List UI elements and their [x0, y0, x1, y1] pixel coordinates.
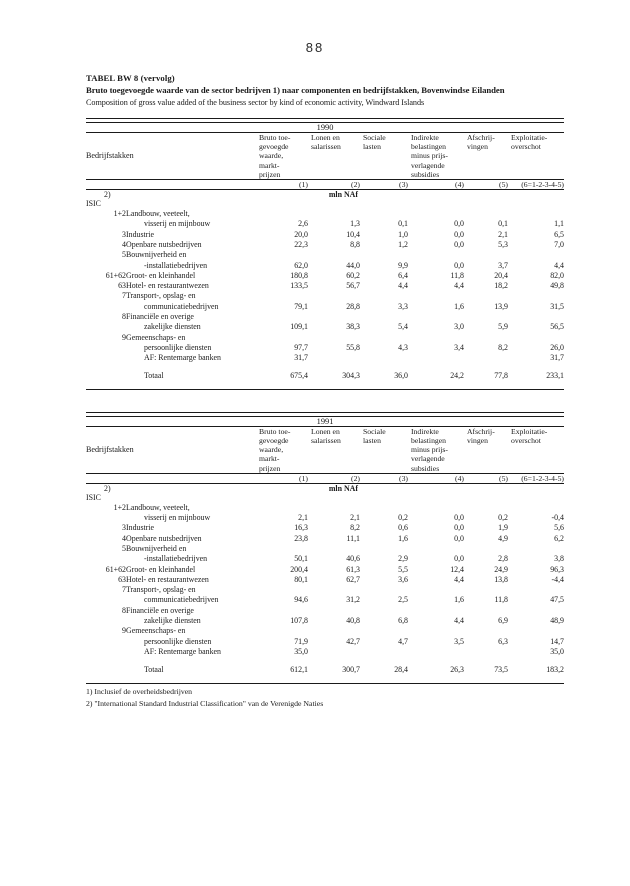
- cell-value: 7,0: [554, 239, 564, 249]
- isic-code: 9: [122, 626, 126, 636]
- cell-value: 3,6: [398, 574, 408, 584]
- table-row: [86, 575, 564, 585]
- total-label: Totaal: [144, 371, 164, 381]
- isic-code: 1+2: [113, 502, 126, 512]
- column-number-4: (4): [408, 180, 464, 190]
- cell-value: 13,8: [494, 574, 508, 584]
- industry-name-line1: Industrie: [126, 229, 155, 239]
- isic-code: 8: [122, 311, 126, 321]
- cell-value: 3,5: [454, 636, 464, 646]
- table-row: [86, 209, 564, 219]
- title-block: [86, 72, 564, 109]
- total-value: 77,8: [494, 371, 508, 381]
- cell-value: 62,0: [294, 260, 308, 270]
- cell-value: 4,4: [454, 574, 464, 584]
- column-number-3: (3): [360, 180, 408, 190]
- isic-row: [86, 493, 564, 503]
- isic-code: 4: [122, 239, 126, 249]
- footnotes-block: [86, 686, 564, 709]
- industry-name-line2: -installatiebedrijven: [144, 554, 208, 564]
- cell-value: 62,7: [346, 574, 360, 584]
- footnote-2: 2) "International Standard Industrial Classification" van de Verenigde Naties: [86, 698, 324, 708]
- total-label: Totaal: [144, 665, 164, 675]
- cell-value: 31,7: [294, 353, 308, 363]
- table-row: [86, 219, 564, 229]
- isic-code: 61+62: [105, 564, 126, 574]
- cell-value: [360, 353, 408, 363]
- column-number-6: (6=1-2-3-4-5): [508, 180, 564, 190]
- cell-value: 6,9: [498, 616, 508, 626]
- cell-value: 60,2: [346, 270, 360, 280]
- isic-code: 5: [122, 250, 126, 260]
- table-row: [86, 544, 564, 554]
- cell-value: 23,8: [294, 533, 308, 543]
- statistics-table-1991: [86, 412, 564, 684]
- cell-value: 2,9: [398, 554, 408, 564]
- column-header-indirect-taxes: Indirekte belastingen minus prijs- verlagende subsidies: [411, 426, 448, 473]
- cell-value: 4,3: [398, 342, 408, 352]
- total-value: 24,2: [450, 371, 464, 381]
- cell-value: 13,9: [494, 301, 508, 311]
- cell-value: 0,0: [454, 554, 464, 564]
- column-header-gross-value-added: Bruto toe- gevoegde waarde, markt- prijzen: [259, 426, 291, 473]
- cell-value: 1,6: [454, 595, 464, 605]
- cell-value: [464, 647, 508, 657]
- cell-value: 4,7: [398, 636, 408, 646]
- cell-value: 3,7: [498, 260, 508, 270]
- cell-value: 6,4: [398, 270, 408, 280]
- cell-value: 107,8: [290, 616, 308, 626]
- unit-label: mln NAf: [328, 190, 358, 200]
- cell-value: 26,0: [550, 342, 564, 352]
- column-header-operating-surplus: Exploitatie- overschot: [511, 133, 548, 152]
- page-number: 88: [305, 40, 325, 55]
- table-row: [86, 513, 564, 523]
- cell-value: -0,4: [551, 513, 564, 523]
- column-number-4: (4): [408, 473, 464, 483]
- cell-value: 4,4: [398, 281, 408, 291]
- industry-name-line2: -installatiebedrijven: [144, 260, 208, 270]
- total-value: 233,1: [546, 371, 564, 381]
- cell-value: 4,9: [498, 533, 508, 543]
- cell-value: 35,0: [294, 646, 308, 656]
- unit-label: mln NAf: [328, 483, 358, 493]
- cell-value: 0,1: [398, 219, 408, 229]
- unit-row: [86, 190, 564, 200]
- cell-value: -4,4: [551, 574, 564, 584]
- total-row: [86, 657, 564, 675]
- cell-value: 8,8: [350, 239, 360, 249]
- cell-value: 5,4: [398, 322, 408, 332]
- cell-value: 1,9: [498, 523, 508, 533]
- cell-value: 2,1: [498, 229, 508, 239]
- cell-value: 133,5: [290, 281, 308, 291]
- cell-value: 56,5: [550, 322, 564, 332]
- cell-value: 3,8: [554, 554, 564, 564]
- cell-value: 1,6: [454, 301, 464, 311]
- cell-value: 94,6: [294, 595, 308, 605]
- cell-value: 11,8: [450, 270, 464, 280]
- table-row: [86, 322, 564, 332]
- cell-value: 109,1: [290, 322, 308, 332]
- isic-code: 4: [122, 533, 126, 543]
- cell-value: 6,3: [498, 636, 508, 646]
- industry-name-line1: Gemeenschaps- en: [126, 626, 186, 636]
- cell-value: 79,1: [294, 301, 308, 311]
- isic-code: 3: [122, 523, 126, 533]
- cell-value: 56,7: [346, 281, 360, 291]
- cell-value: [360, 647, 408, 657]
- cell-value: 2,8: [498, 554, 508, 564]
- isic-row: [86, 199, 564, 209]
- isic-code: 8: [122, 605, 126, 615]
- cell-value: 40,6: [346, 554, 360, 564]
- cell-value: 5,6: [554, 523, 564, 533]
- cell-value: [408, 647, 464, 657]
- table-row: [86, 302, 564, 312]
- cell-value: [308, 647, 360, 657]
- column-number-2: (2): [308, 473, 360, 483]
- cell-value: 0,0: [454, 513, 464, 523]
- table-row: [86, 343, 564, 353]
- cell-value: 4,4: [554, 260, 564, 270]
- column-header-depreciation: Afschrij- vingen: [467, 426, 495, 445]
- footnote-marker-2: 2): [104, 190, 111, 200]
- industry-name-line1: Groot- en kleinhandel: [126, 564, 196, 574]
- isic-code: 61+62: [105, 270, 126, 280]
- industry-name-line2: communicatiebedrijven: [144, 595, 219, 605]
- cell-value: 20,4: [494, 270, 508, 280]
- cell-value: 16,3: [294, 523, 308, 533]
- table-row: [86, 353, 564, 363]
- cell-value: 1,6: [398, 533, 408, 543]
- column-number-1: (1): [256, 180, 308, 190]
- column-number-2: (2): [308, 180, 360, 190]
- table-row: [86, 565, 564, 575]
- table-separator: [86, 390, 564, 412]
- statistics-table-1990: [86, 118, 564, 390]
- cell-value: 55,8: [346, 342, 360, 352]
- isic-code: 3: [122, 229, 126, 239]
- industry-name-line2: visserij en mijnbouw: [144, 219, 211, 229]
- cell-value: 0,6: [398, 523, 408, 533]
- cell-value: 6,8: [398, 616, 408, 626]
- column-header-operating-surplus: Exploitatie- overschot: [511, 426, 548, 445]
- cell-value: 11,1: [346, 533, 360, 543]
- column-number-1: (1): [256, 473, 308, 483]
- table-row: [86, 534, 564, 544]
- column-number-3: (3): [360, 473, 408, 483]
- industry-name-line1: Bouwnijverheid en: [126, 250, 187, 260]
- cell-value: 0,1: [498, 219, 508, 229]
- cell-value: 97,7: [294, 342, 308, 352]
- cell-value: 2,5: [398, 595, 408, 605]
- column-header-row: [86, 426, 564, 473]
- cell-value: 10,4: [346, 229, 360, 239]
- industry-name-line1: Landbouw, veeteelt,: [126, 502, 190, 512]
- cell-value: 12,4: [450, 564, 464, 574]
- cell-value: 11,8: [494, 595, 508, 605]
- isic-code: 63: [118, 574, 126, 584]
- cell-value: 31,7: [550, 353, 564, 363]
- cell-value: 24,9: [494, 564, 508, 574]
- cell-value: 31,5: [550, 301, 564, 311]
- cell-value: 6,2: [554, 533, 564, 543]
- cell-value: 71,9: [294, 636, 308, 646]
- total-value: 36,0: [394, 371, 408, 381]
- table-row: [86, 647, 564, 657]
- cell-value: 2,6: [298, 219, 308, 229]
- total-row: [86, 363, 564, 381]
- industry-name-line2: communicatiebedrijven: [144, 301, 219, 311]
- isic-code: 7: [122, 291, 126, 301]
- cell-value: [464, 353, 508, 363]
- cell-value: 8,2: [350, 523, 360, 533]
- cell-value: 2,1: [298, 513, 308, 523]
- cell-value: 0,0: [454, 219, 464, 229]
- column-header-social-charges: Sociale lasten: [363, 426, 386, 445]
- year-band-row: [86, 123, 564, 133]
- cell-value: 3,4: [454, 342, 464, 352]
- cell-value: 1,3: [350, 219, 360, 229]
- cell-value: 3,3: [398, 301, 408, 311]
- row-label-header: Bedrijfstakken: [86, 151, 134, 161]
- industry-name-line1: Financiële en overige: [126, 311, 194, 321]
- table-row: [86, 616, 564, 626]
- cell-value: 20,0: [294, 229, 308, 239]
- isic-label: ISIC: [86, 199, 101, 209]
- cell-value: 0,0: [454, 533, 464, 543]
- table-row: [86, 503, 564, 513]
- cell-value: 49,8: [550, 281, 564, 291]
- industry-name-line2: zakelijke diensten: [144, 616, 201, 626]
- table-row: [86, 230, 564, 240]
- cell-value: 5,5: [398, 564, 408, 574]
- cell-value: 0,0: [454, 523, 464, 533]
- cell-value: 180,8: [290, 270, 308, 280]
- cell-value: 47,5: [550, 595, 564, 605]
- column-number-5: (5): [464, 473, 508, 483]
- cell-value: 28,8: [346, 301, 360, 311]
- table-row: [86, 281, 564, 291]
- footnote-1: 1) Inclusief de overheidsbedrijven: [86, 687, 193, 697]
- column-header-wages-salaries: Lonen en salarissen: [311, 426, 341, 445]
- table-row: [86, 606, 564, 616]
- cell-value: 0,0: [454, 239, 464, 249]
- column-number-row: [86, 180, 564, 190]
- table-row: [86, 554, 564, 564]
- column-number-6: (6=1-2-3-4-5): [508, 473, 564, 483]
- cell-value: 2,1: [350, 513, 360, 523]
- industry-name-line1: Openbare nutsbedrijven: [126, 533, 202, 543]
- cell-value: 44,0: [346, 260, 360, 270]
- table-row: [86, 312, 564, 322]
- total-value: 28,4: [394, 665, 408, 675]
- industry-name-line1: Groot- en kleinhandel: [126, 270, 196, 280]
- cell-value: 1,2: [398, 239, 408, 249]
- table-row: [86, 523, 564, 533]
- industry-name-line1: Financiële en overige: [126, 605, 194, 615]
- column-header-social-charges: Sociale lasten: [363, 133, 386, 152]
- industry-name-line2: zakelijke diensten: [144, 322, 201, 332]
- cell-value: 42,7: [346, 636, 360, 646]
- isic-code: 63: [118, 281, 126, 291]
- cell-value: 4,4: [454, 281, 464, 291]
- cell-value: 50,1: [294, 554, 308, 564]
- total-value: 183,2: [546, 665, 564, 675]
- cell-value: 200,4: [290, 564, 308, 574]
- column-header-indirect-taxes: Indirekte belastingen minus prijs- verlagende subsidies: [411, 133, 448, 179]
- total-value: 675,4: [290, 371, 308, 381]
- cell-value: 18,2: [494, 281, 508, 291]
- total-value: 26,3: [450, 665, 464, 675]
- industry-name-line1: Landbouw, veeteelt,: [126, 209, 190, 219]
- cell-value: [308, 353, 360, 363]
- cell-value: 5,3: [498, 239, 508, 249]
- cell-value: 22,3: [294, 239, 308, 249]
- table-row: [86, 240, 564, 250]
- table-row: [86, 637, 564, 647]
- cell-value: 35,0: [550, 646, 564, 656]
- isic-code: 1+2: [113, 209, 126, 219]
- industry-name-line2: visserij en mijnbouw: [144, 513, 211, 523]
- cell-value: 40,8: [346, 616, 360, 626]
- column-header-row: [86, 133, 564, 180]
- table-row: [86, 291, 564, 301]
- industry-name-line1: Hotel- en restaurantwezen: [126, 281, 209, 291]
- year-band-row: [86, 416, 564, 426]
- table-row: [86, 333, 564, 343]
- cell-value: [408, 353, 464, 363]
- cell-value: 38,3: [346, 322, 360, 332]
- cell-value: 14,7: [550, 636, 564, 646]
- industry-name-line1: Industrie: [126, 523, 155, 533]
- column-header-gross-value-added: Bruto toe- gevoegde waarde, markt- prijzen: [259, 133, 291, 179]
- cell-value: 1,1: [554, 219, 564, 229]
- isic-code: 9: [122, 332, 126, 342]
- table-bottom-rule: [86, 683, 564, 684]
- cell-value: 3,0: [454, 322, 464, 332]
- cell-value: 6,5: [554, 229, 564, 239]
- unit-row: [86, 483, 564, 493]
- row-label-header: Bedrijfstakken: [86, 445, 134, 455]
- table-title-dutch: Bruto toegevoegde waarde van de sector bedrijven 1) naar componenten en bedrijfstakken, Bovenwindse Eilanden: [86, 85, 505, 95]
- cell-value: 9,9: [398, 260, 408, 270]
- industry-name-line1: Gemeenschaps- en: [126, 332, 186, 342]
- table-content-area: [86, 72, 564, 709]
- isic-code: 5: [122, 543, 126, 553]
- cell-value: 61,3: [346, 564, 360, 574]
- isic-code: 7: [122, 585, 126, 595]
- total-value: 73,5: [494, 665, 508, 675]
- industry-name-line1: AF: Rentemarge banken: [144, 646, 221, 656]
- cell-value: 82,0: [550, 270, 564, 280]
- isic-label: ISIC: [86, 492, 101, 502]
- column-number-row: [86, 473, 564, 483]
- industry-name-line1: AF: Rentemarge banken: [144, 353, 221, 363]
- cell-value: 4,4: [454, 616, 464, 626]
- table-row: [86, 595, 564, 605]
- year-label: 1991: [86, 416, 564, 426]
- cell-value: 0,2: [398, 513, 408, 523]
- cell-value: 5,9: [498, 322, 508, 332]
- footnote-marker-2: 2): [104, 483, 111, 493]
- total-value: 612,1: [290, 665, 308, 675]
- column-header-wages-salaries: Lonen en salarissen: [311, 133, 341, 152]
- year-label: 1990: [86, 123, 564, 133]
- cell-value: 1,0: [398, 229, 408, 239]
- table-title-english: Composition of gross value added of the business sector by kind of economic activity, Windward Islands: [86, 97, 425, 107]
- table-row: [86, 261, 564, 271]
- table-row: [86, 585, 564, 595]
- cell-value: 8,2: [498, 342, 508, 352]
- total-value: 300,7: [342, 665, 360, 675]
- cell-value: 0,0: [454, 260, 464, 270]
- industry-name-line1: Transport-, opslag- en: [126, 585, 196, 595]
- column-number-5: (5): [464, 180, 508, 190]
- industry-name-line1: Transport-, opslag- en: [126, 291, 196, 301]
- industry-name-line2: persoonlijke diensten: [144, 342, 212, 352]
- total-value: 304,3: [342, 371, 360, 381]
- table-row: [86, 250, 564, 260]
- cell-value: 80,1: [294, 574, 308, 584]
- industry-name-line2: persoonlijke diensten: [144, 636, 212, 646]
- industry-name-line1: Bouwnijverheid en: [126, 543, 187, 553]
- table-row: [86, 626, 564, 636]
- industry-name-line1: Openbare nutsbedrijven: [126, 239, 202, 249]
- table-id: TABEL BW 8 (vervolg): [86, 73, 175, 83]
- cell-value: 0,0: [454, 229, 464, 239]
- cell-value: 0,2: [498, 513, 508, 523]
- cell-value: 96,3: [550, 564, 564, 574]
- column-header-depreciation: Afschrij- vingen: [467, 133, 495, 152]
- cell-value: 31,2: [346, 595, 360, 605]
- cell-value: 48,9: [550, 616, 564, 626]
- industry-name-line1: Hotel- en restaurantwezen: [126, 574, 209, 584]
- table-row: [86, 271, 564, 281]
